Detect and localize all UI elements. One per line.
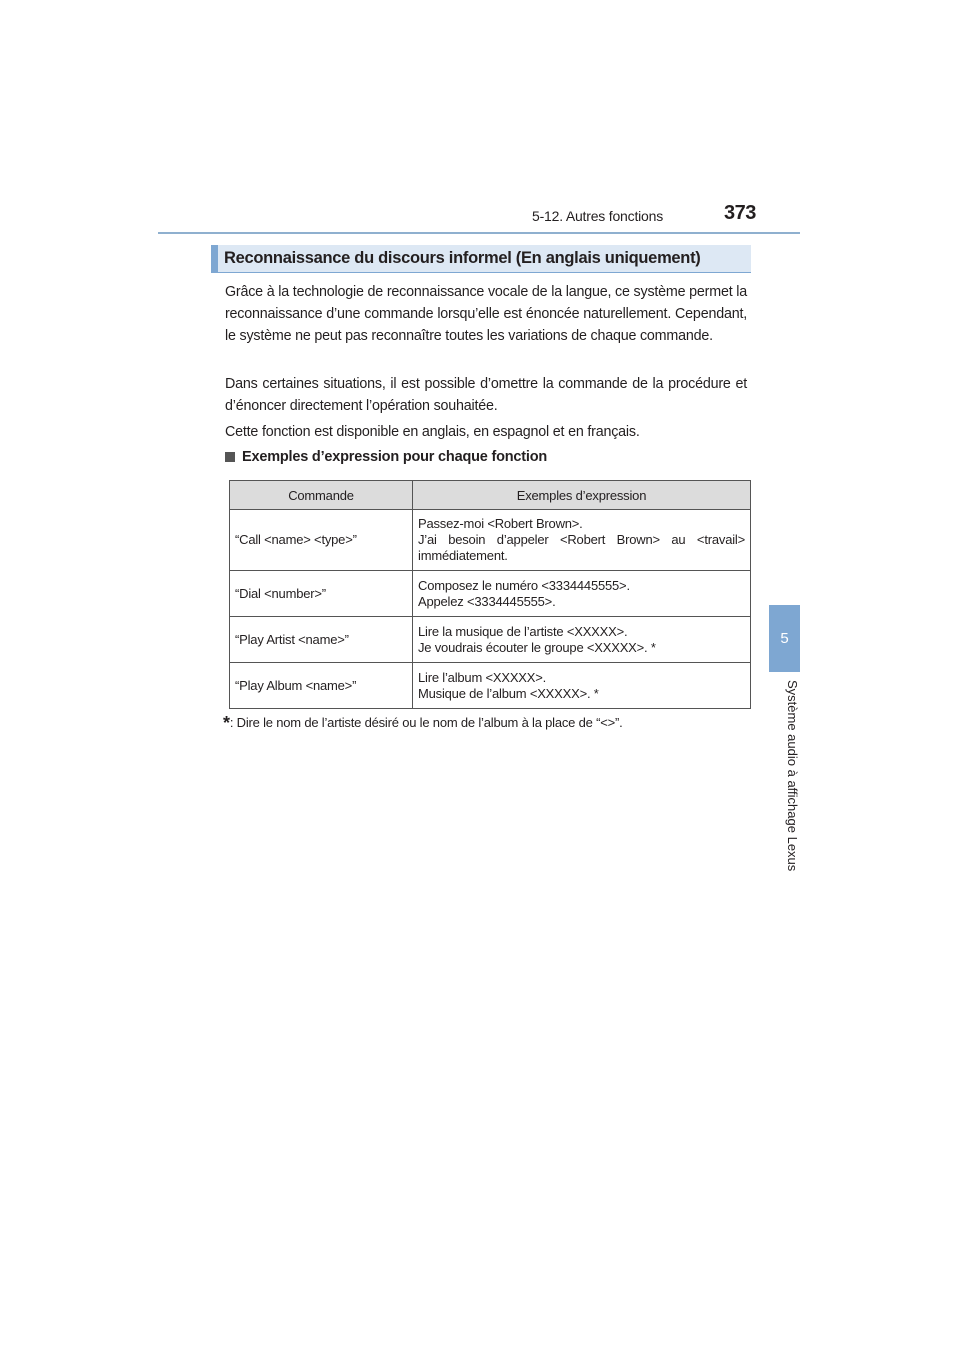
examples-cell	[413, 617, 751, 663]
page-number: 373	[724, 202, 756, 224]
body-paragraph: Grâce à la technologie de reconnaissance vocale de la langue, ce système permet la reconnaissance d’une commande lorsqu’elle est énoncée naturellement. Cependant, le système ne peut pas reconnaître toutes les variations de chaque commande.	[225, 284, 747, 344]
chapter-title: Système audio à affichage Lexus	[785, 680, 800, 872]
header-divider	[158, 232, 800, 234]
column-header-examples: Exemples d’expression	[413, 481, 751, 510]
example-line: Composez le numéro <3334445555>.	[418, 577, 630, 593]
command-cell: “Play Artist <name>”	[230, 617, 413, 663]
footnote-marker: *	[223, 713, 230, 733]
section-title-box	[211, 245, 751, 273]
example-line: Appelez <3334445555>.	[418, 593, 556, 609]
command-cell: “Play Album <name>”	[230, 663, 413, 709]
table-row	[230, 571, 751, 617]
body-paragraph: Dans certaines situations, il est possible d’omettre la commande de la procédure et d’énoncer directement l’opération souhaitée.	[225, 376, 747, 414]
examples-cell	[413, 510, 751, 571]
example-line: Lire la musique de l’artiste <XXXXX>.	[418, 623, 628, 639]
body-paragraph: Cette fonction est disponible en anglais, en espagnol et en français.	[225, 424, 640, 440]
example-line: Passez-moi <Robert Brown>.	[418, 516, 583, 531]
column-header-command: Commande	[230, 481, 413, 510]
subheading	[225, 449, 547, 465]
example-line: Je voudrais écouter le groupe <XXXXX>. *	[418, 639, 656, 655]
table-row	[230, 617, 751, 663]
table-header-row	[230, 481, 751, 510]
examples-cell	[413, 663, 751, 709]
examples-cell	[413, 571, 751, 617]
footnote-text: : Dire le nom de l’artiste désiré ou le nom de l’album à la place de “<>”.	[229, 715, 623, 730]
command-cell: “Dial <number>”	[230, 571, 413, 617]
subheading-text: Exemples d’expression pour chaque fonction	[242, 449, 548, 465]
command-cell: “Call <name> <type>”	[230, 510, 413, 571]
footnote	[223, 713, 623, 734]
example-line: Musique de l’album <XXXXX>. *	[418, 685, 599, 701]
example-line: Lire l’album <XXXXX>.	[418, 669, 547, 685]
section-title: Reconnaissance du discours informel (En anglais uniquement)	[224, 249, 701, 267]
square-bullet-icon	[225, 452, 235, 462]
example-line: J’ai besoin d’appeler <Robert Brown> au <travail>	[418, 532, 745, 547]
running-header-section: 5-12. Autres fonctions	[532, 208, 664, 224]
table-row	[230, 663, 751, 709]
chapter-tab	[769, 605, 800, 672]
table-row	[230, 510, 751, 571]
chapter-number: 5	[780, 630, 789, 647]
example-line: immédiatement.	[418, 548, 508, 563]
expression-table	[229, 480, 751, 709]
